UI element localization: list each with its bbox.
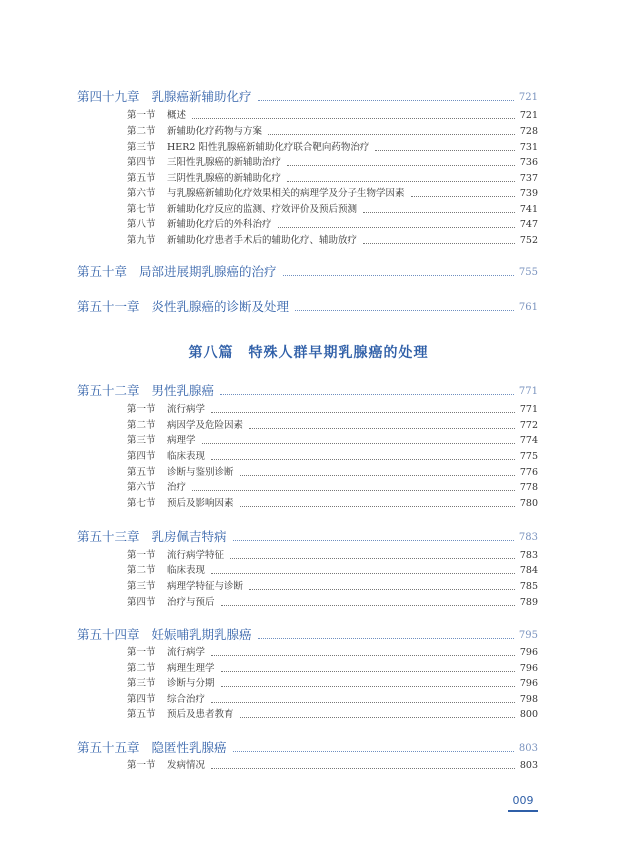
chapter-number: 第五十四章 <box>77 627 140 642</box>
section-number: 第三节 <box>127 581 156 592</box>
dot-leader <box>283 275 514 276</box>
dot-leader <box>240 506 515 507</box>
toc-section-entry[interactable] <box>127 419 538 433</box>
toc-section-entry[interactable] <box>127 596 538 610</box>
dot-leader <box>258 638 514 639</box>
chapter-page: 803 <box>518 743 538 754</box>
section-number: 第二节 <box>127 126 156 137</box>
toc-chapter-entry[interactable] <box>77 264 538 280</box>
chapter-page: 761 <box>518 302 538 313</box>
toc-section-entry[interactable] <box>127 662 538 676</box>
section-page: 796 <box>519 647 538 658</box>
toc-chapter-entry[interactable] <box>77 627 538 643</box>
section-title: 新辅助化疗后的外科治疗 <box>167 219 272 230</box>
toc-section-entry[interactable] <box>127 708 538 722</box>
section-title: 预后及患者教育 <box>167 709 234 720</box>
dot-leader <box>211 768 515 769</box>
dot-leader <box>211 412 515 413</box>
section-number: 第二节 <box>127 565 156 576</box>
section-page: 772 <box>519 420 538 431</box>
section-number: 第三节 <box>127 435 156 446</box>
section-number: 第七节 <box>127 498 156 509</box>
section-page: 747 <box>519 219 538 230</box>
dot-leader <box>211 459 515 460</box>
section-title: 病理学特征与诊断 <box>167 581 244 592</box>
dot-leader <box>240 717 515 718</box>
section-number: 第四节 <box>127 451 156 462</box>
dot-leader <box>202 443 515 444</box>
toc-chapter-entry[interactable] <box>77 89 538 105</box>
section-number: 第二节 <box>127 663 156 674</box>
section-page: 798 <box>519 694 538 705</box>
section-number: 第三节 <box>127 142 156 153</box>
toc-section-entry[interactable] <box>127 646 538 660</box>
toc-section-entry[interactable] <box>127 125 538 139</box>
section-number: 第五节 <box>127 173 156 184</box>
chapter-number: 第五十一章 <box>77 299 140 314</box>
section-page: 796 <box>519 678 538 689</box>
section-title: 新辅助化疗患者手术后的辅助化疗、辅助放疗 <box>167 235 358 246</box>
toc-section-entry[interactable] <box>127 109 538 123</box>
dot-leader <box>287 181 515 182</box>
page-number-underline <box>508 810 538 812</box>
dot-leader <box>268 134 515 135</box>
toc-section-entry[interactable] <box>127 580 538 594</box>
chapter-number: 第五十二章 <box>77 383 140 398</box>
section-title: 发病情况 <box>167 760 206 771</box>
section-number: 第九节 <box>127 235 156 246</box>
section-number: 第四节 <box>127 694 156 705</box>
chapter-number: 第五十三章 <box>77 529 140 544</box>
section-page: 780 <box>519 498 538 509</box>
dot-leader <box>230 558 515 559</box>
chapter-number: 第四十九章 <box>77 89 140 104</box>
dot-leader <box>249 589 515 590</box>
dot-leader <box>192 118 515 119</box>
section-title: 新辅助化疗反应的监测、疗效评价及预后预测 <box>167 204 358 215</box>
section-page: 728 <box>519 126 538 137</box>
dot-leader <box>211 702 515 703</box>
dot-leader <box>211 655 515 656</box>
chapter-title: 妊娠哺乳期乳腺癌 <box>151 627 252 642</box>
section-number: 第二节 <box>127 420 156 431</box>
section-number: 第六节 <box>127 188 156 199</box>
section-number: 第一节 <box>127 760 156 771</box>
section-title: 新辅助化疗药物与方案 <box>167 126 263 137</box>
section-page: 741 <box>519 204 538 215</box>
section-page: 800 <box>519 709 538 720</box>
toc-section-entry[interactable] <box>127 403 538 417</box>
toc-section-entry[interactable] <box>127 450 538 464</box>
section-page: 776 <box>519 467 538 478</box>
toc-section-entry[interactable] <box>127 497 538 511</box>
chapter-page: 721 <box>518 92 538 103</box>
dot-leader <box>295 310 514 311</box>
chapter-title: 局部进展期乳腺癌的治疗 <box>139 264 277 279</box>
section-number: 第一节 <box>127 647 156 658</box>
dot-leader <box>220 394 514 395</box>
section-title: 流行病学 <box>167 647 206 658</box>
chapter-title: 隐匿性乳腺癌 <box>151 740 227 755</box>
chapter-page: 795 <box>518 630 538 641</box>
dot-leader <box>192 490 515 491</box>
section-page: 752 <box>519 235 538 246</box>
section-title: 病理学 <box>167 435 196 446</box>
section-title: 诊断与鉴别诊断 <box>167 467 234 478</box>
dot-leader <box>240 475 515 476</box>
section-title: 概述 <box>167 110 187 121</box>
dot-leader <box>278 227 515 228</box>
dot-leader <box>411 196 515 197</box>
section-title: 三阴性乳腺癌的新辅助化疗 <box>167 173 282 184</box>
section-title: 治疗 <box>167 482 187 493</box>
chapter-page: 771 <box>518 386 538 397</box>
dot-leader <box>211 573 515 574</box>
toc-section-entry[interactable] <box>127 693 538 707</box>
toc-section-entry[interactable] <box>127 466 538 480</box>
section-title: 病理生理学 <box>167 663 215 674</box>
section-title: 治疗与预后 <box>167 597 215 608</box>
chapter-number: 第五十章 <box>77 264 128 279</box>
section-number: 第五节 <box>127 709 156 720</box>
section-title: 预后及影响因素 <box>167 498 234 509</box>
section-title: 临床表现 <box>167 451 206 462</box>
section-title: 临床表现 <box>167 565 206 576</box>
dot-leader <box>233 540 514 541</box>
chapter-title: 乳腺癌新辅助化疗 <box>151 89 252 104</box>
section-title: 病因学及危险因素 <box>167 420 244 431</box>
dot-leader <box>221 686 515 687</box>
chapter-title: 男性乳腺癌 <box>151 383 215 398</box>
section-page: 783 <box>519 550 538 561</box>
section-number: 第五节 <box>127 467 156 478</box>
toc-section-entry[interactable] <box>127 203 538 217</box>
toc-section-entry[interactable] <box>127 481 538 495</box>
toc-chapter-entry[interactable] <box>77 299 538 315</box>
section-page: 721 <box>519 110 538 121</box>
section-number: 第一节 <box>127 404 156 415</box>
section-title: 综合治疗 <box>167 694 206 705</box>
dot-leader <box>363 212 515 213</box>
section-page: 796 <box>519 663 538 674</box>
section-page: 739 <box>519 188 538 199</box>
section-title: 流行病学特征 <box>167 550 225 561</box>
section-number: 第三节 <box>127 678 156 689</box>
chapter-page: 755 <box>518 267 538 278</box>
section-page: 737 <box>519 173 538 184</box>
toc-chapter-entry[interactable] <box>77 740 538 756</box>
toc-section-entry[interactable] <box>127 759 538 773</box>
dot-leader <box>221 605 515 606</box>
section-page: 775 <box>519 451 538 462</box>
toc-chapter-entry[interactable] <box>77 529 538 545</box>
toc-chapter-entry[interactable] <box>77 383 538 399</box>
toc-section-entry[interactable] <box>127 141 538 155</box>
toc-section-entry[interactable] <box>127 156 538 170</box>
section-number: 第一节 <box>127 110 156 121</box>
section-page: 774 <box>519 435 538 446</box>
section-page: 778 <box>519 482 538 493</box>
dot-leader <box>258 100 514 101</box>
dot-leader <box>249 428 515 429</box>
section-page: 784 <box>519 565 538 576</box>
section-page: 803 <box>519 760 538 771</box>
dot-leader <box>233 751 514 752</box>
section-page: 771 <box>519 404 538 415</box>
section-page: 789 <box>519 597 538 608</box>
dot-leader <box>287 165 515 166</box>
toc-section-entry[interactable] <box>127 434 538 448</box>
section-title: HER2 阳性乳腺癌新辅助化疗联合靶向药物治疗 <box>167 142 370 153</box>
section-number: 第四节 <box>127 157 156 168</box>
section-number: 第七节 <box>127 204 156 215</box>
section-number: 第四节 <box>127 597 156 608</box>
toc-section-entry[interactable] <box>127 218 538 232</box>
toc-section-entry[interactable] <box>127 234 538 248</box>
toc-section-entry[interactable] <box>127 677 538 691</box>
dot-leader <box>221 671 515 672</box>
toc-section-entry[interactable] <box>127 187 538 201</box>
section-page: 736 <box>519 157 538 168</box>
section-title: 诊断与分期 <box>167 678 215 689</box>
section-number: 第一节 <box>127 550 156 561</box>
toc-section-entry[interactable] <box>127 549 538 563</box>
section-title: 与乳腺癌新辅助化疗效果相关的病理学及分子生物学因素 <box>167 188 405 199</box>
section-number: 第八节 <box>127 219 156 230</box>
chapter-number: 第五十五章 <box>77 740 140 755</box>
part-title: 第八篇 特殊人群早期乳腺癌的处理 <box>188 345 429 361</box>
dot-leader <box>363 243 515 244</box>
toc-section-entry[interactable] <box>127 172 538 186</box>
toc-section-entry[interactable] <box>127 564 538 578</box>
section-page: 785 <box>519 581 538 592</box>
section-page: 731 <box>519 142 538 153</box>
chapter-title: 炎性乳腺癌的诊断及处理 <box>151 299 290 314</box>
chapter-title: 乳房佩吉特病 <box>151 529 227 544</box>
dot-leader <box>375 150 514 151</box>
section-number: 第六节 <box>127 482 156 493</box>
section-title: 流行病学 <box>167 404 206 415</box>
section-title: 三阳性乳腺癌的新辅助治疗 <box>167 157 282 168</box>
page-number: 009 <box>512 794 534 807</box>
chapter-page: 783 <box>518 532 538 543</box>
